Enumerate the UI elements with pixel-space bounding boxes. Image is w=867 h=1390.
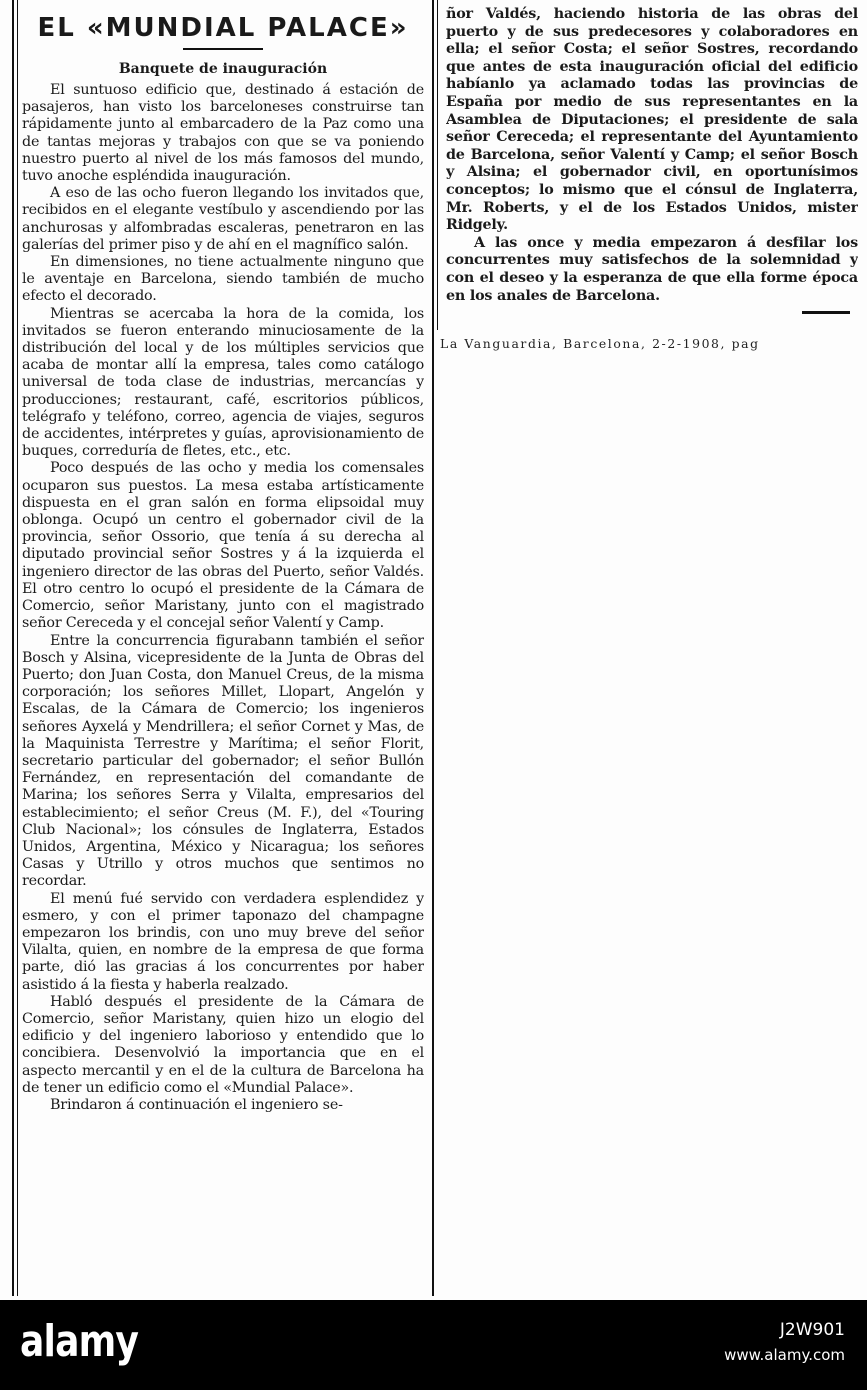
article-left-column <box>22 6 424 1294</box>
paragraph: Mientras se acercaba la hora de la comida, los invitados se fueron enterando minuciosamente de la distribución del local y de los múltiples servicios que acaba de montar allí la empresa, tales como catálogo universal de toda clase de industrias, mercancías y producciones; restaurant, café, escritorios públicos, telégrafo y teléfono, correo, agencia de viajes, seguros de accidentes, intérpretes y guías, aprovisionamiento de buques, correduría de fletes, etc., etc. <box>22 305 424 460</box>
source-caption: La Vanguardia, Barcelona, 2-2-1908, pag <box>440 336 760 351</box>
paragraph: Brindaron á continuación el ingeniero se- <box>50 1096 343 1113</box>
paragraph: Entre la concurrencia figurabann también el señor Bosch y Alsina, vicepresidente de la Junta de Obras del Puerto; don Juan Costa, don Manuel Creus, de la misma corporación; los señores Millet, Llopart, Angelón y Escalas, de la Cámara de Comercio; los ingenieros señores Ayxelá y Mendrillera; el señor Cornet y Mas, de la Maquinista Terrestre y Marítima; el señor Florit, secretario particular del gobernador; el señor Bullón Fernández, en representación del comandante de Marina; los señores Serra y Vilalta, empresarios del establecimiento; el señor Creus (M. F.), del «Touring Club Nacional»; los cónsules de Inglaterra, Estados Unidos, Argentina, México y Nicaragua; los señores Casas y Utrillo y otros muchos que sentimos no recordar. <box>22 632 424 890</box>
column-divider-rule <box>432 0 434 1296</box>
article-end-rule <box>802 311 850 314</box>
watermark-banner <box>0 1300 867 1390</box>
column-divider-rule-inner <box>437 0 438 330</box>
headline-divider <box>183 48 263 50</box>
article-right-column <box>446 6 858 324</box>
article-subheadline: Banquete de inauguración <box>118 61 328 77</box>
paragraph: Habló después el presidente de la Cámara de Comercio, señor Maristany, quien hizo un elogio del edificio y del ingeniero laborioso y entendido que lo concibiera. Desenvolvió la importancia que en el aspecto mercantil y en el de la cultura de Barcelona ha de tener un edificio como el «Mundial Palace». <box>22 993 424 1096</box>
left-border-rule-inner <box>17 0 18 1296</box>
image-id: J2W901 <box>779 1320 845 1340</box>
paragraph: El suntuoso edificio que, destinado á estación de pasajeros, han visto los barceloneses construirse tan rápidamente junto al embarcadero de la Paz como una de tantas mejoras y trabajos con que se va poniendo nuestro puerto al nivel de los más famosos del mundo, tuvo anoche espléndida inauguración. <box>22 82 424 185</box>
article-headline: EL «MUNDIAL PALACE» <box>37 13 409 43</box>
paragraph: En dimensiones, no tiene actualmente ninguno que le aventaje en Barcelona, siendo también de mucho efecto el decorado. <box>22 254 424 305</box>
left-border-rule <box>12 0 14 1296</box>
watermark-url: www.alamy.com <box>724 1346 845 1364</box>
paragraph: El menú fué servido con verdadera esplendidez y esmero, y con el primer taponazo del champagne empezaron los brindis, con uno muy breve del señor Vilalta, quien, en nombre de la empresa de que forma parte, dió las gracias á los concurrentes por haber asistido á la fiesta y haberla realzado. <box>22 890 424 993</box>
paragraph: A las once y media empezaron á desfilar los concurrentes muy satisfechos de la solemnidad y con el deseo y la esperanza de que ella forme época en los anales de Barcelona. <box>446 234 858 304</box>
paragraph: Poco después de las ocho y media los comensales ocuparon sus puestos. La mesa estaba artísticamente dispuesta en el gran salón en forma elipsoidal muy oblonga. Ocupó un centro el gobernador civil de la provincia, señor Ossorio, que tenía á su derecha al diputado provincial señor Sostres y á la izquierda el ingeniero director de las obras del Puerto, señor Valdés. El otro centro lo ocupó el presidente de la Cámara de Comercio, señor Maristany, junto con el magistrado señor Cereceda y el concejal señor Valentí y Camp. <box>22 460 424 632</box>
paragraph: A eso de las ocho fueron llegando los invitados que, recibidos en el elegante vestíbulo y ascendiendo por las anchurosas y alfombradas escaleras, penetraron en las galerías del primer piso y de ahí en el magnífico salón. <box>22 185 424 253</box>
alamy-logo: alamy <box>20 1316 139 1367</box>
paragraph: ñor Valdés, haciendo historia de las obras del puerto y de sus predecesores y colaboradores en ella; el señor Costa; el señor Sostres, recordando que antes de esta inauguración oficial del edificio habíanlo ya aclamado todas las provincias de España por medio de sus representantes en la Asamblea de Diputaciones; el presidente de sala señor Cereceda; el representante del Ayuntamiento de Barcelona, señor Valentí y Camp; el señor Bosch y Alsina; el gobernador civil, en oportunísimos conceptos; lo mismo que el cónsul de Inglaterra, Mr. Roberts, y el de los Estados Unidos, mister Ridgely. <box>446 6 858 234</box>
